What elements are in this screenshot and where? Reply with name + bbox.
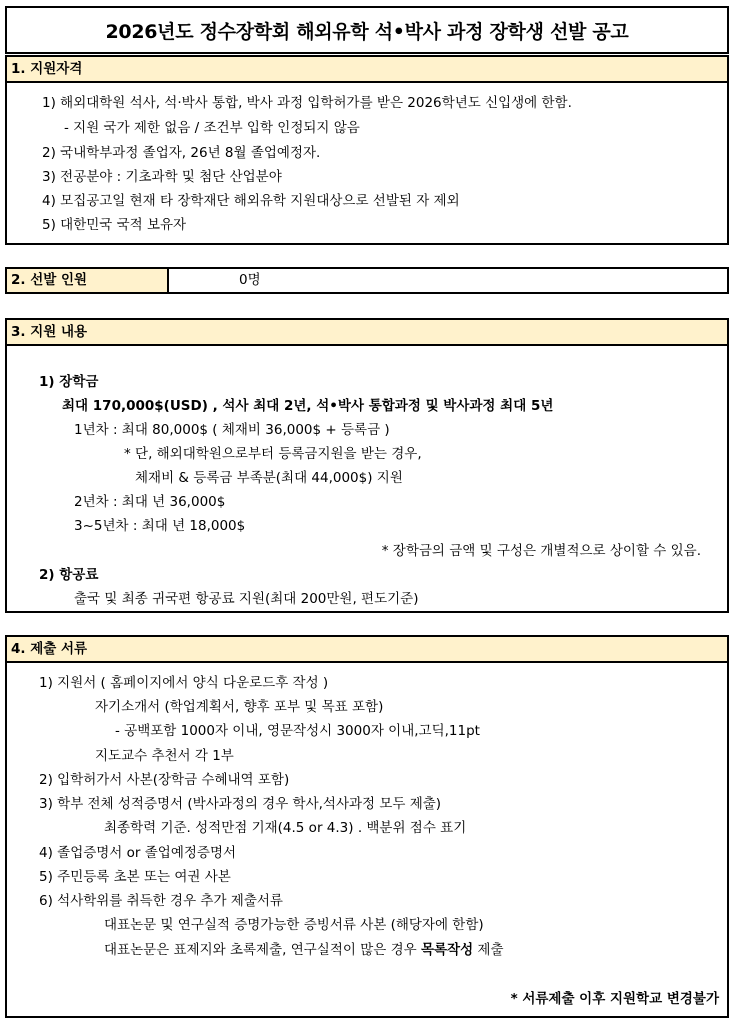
document-item: 3) 학부 전체 성적증명서 (박사과정의 경우 학사,석사과정 모두 제출)	[39, 796, 442, 812]
document-item: 6) 석사학위를 취득한 경우 추가 제출서류	[39, 893, 283, 909]
document-item: 2) 입학허가서 사본(장학금 수혜내역 포함)	[39, 772, 290, 788]
airfare-subtitle: 2) 항공료	[39, 567, 99, 583]
airfare-text: 출국 및 최종 귀국편 항공료 지원(최대 200만원, 편도기준)	[74, 591, 419, 607]
section-heading: 1. 지원자격	[7, 57, 727, 83]
thesis-text-end: 제출	[473, 942, 504, 958]
section-selection-count	[5, 267, 729, 294]
section-heading: 4. 제출 서류	[7, 637, 727, 663]
section-eligibility	[5, 55, 729, 245]
page-title: 2026년도 정수장학회 해외유학 석•박사 과정 장학생 선발 공고	[105, 20, 629, 43]
section-support	[5, 318, 729, 613]
year3-line: 3~5년차 : 최대 년 18,000$	[74, 518, 246, 534]
eligibility-line: - 지원 국가 제한 없음 / 조건부 입학 인정되지 않음	[64, 120, 360, 136]
thesis-bold-text: 목록작성	[420, 942, 474, 958]
scholarship-subtitle: 1) 장학금	[39, 374, 99, 390]
year2-line: 2년차 : 최대 년 36,000$	[74, 494, 226, 510]
scholarship-summary: 최대 170,000$(USD) , 석사 최대 2년, 석•박사 통합과정 및 박사과정 최대 5년	[62, 398, 554, 414]
eligibility-line: 4) 모집공고일 현재 타 장학재단 해외유학 지원대상으로 선발된 자 제외	[42, 193, 460, 209]
document-item: 1) 지원서 ( 홈페이지에서 양식 다운로드후 작성 )	[39, 675, 329, 691]
year1-line: 1년차 : 최대 80,000$ ( 체재비 36,000$ + 등록금 )	[74, 422, 390, 438]
document-subitem: 자기소개서 (학업계획서, 향후 포부 및 목표 포함)	[95, 699, 384, 715]
eligibility-line: 2) 국내학부과정 졸업자, 26년 8월 졸업예정자.	[42, 145, 321, 161]
scholarship-remark: * 장학금의 금액 및 구성은 개별적으로 상이할 수 있음.	[381, 543, 701, 559]
document-subitem: 대표논문 및 연구실적 증명가능한 증빙서류 사본 (해당자에 한함)	[104, 917, 484, 933]
thesis-text: 대표논문은 표제지와 초록제출, 연구실적이 많은 경우	[104, 942, 421, 958]
tuition-note-detail: 체재비 & 등록금 부족분(최대 44,000$) 지원	[135, 470, 403, 486]
tuition-note: * 단, 해외대학원으로부터 등록금지원을 받는 경우,	[124, 446, 422, 462]
document-subitem: 최종학력 기준. 성적만점 기재(4.5 or 4.3) . 백분위 점수 표기	[104, 820, 467, 836]
section-documents	[5, 635, 729, 1018]
section-heading: 2. 선발 인원	[7, 269, 169, 292]
document-subitem: - 공백포함 1000자 이내, 영문작성시 3000자 이내,고딕,11pt	[115, 723, 480, 739]
section-heading: 3. 지원 내용	[7, 320, 727, 346]
title-box	[5, 6, 729, 54]
eligibility-line: 1) 해외대학원 석사, 석·박사 통합, 박사 과정 입학허가를 받은 2026학년도 신입생에 한함.	[42, 95, 572, 111]
eligibility-line: 3) 전공분야 : 기초과학 및 첨단 산업분야	[42, 169, 282, 185]
submission-footer-note: * 서류제출 이후 지원학교 변경불가	[510, 991, 719, 1007]
document-item: 5) 주민등록 초본 또는 여권 사본	[39, 869, 231, 885]
eligibility-line: 5) 대한민국 국적 보유자	[42, 217, 187, 233]
document-subitem: 지도교수 추천서 각 1부	[95, 748, 234, 764]
selection-count-value: 0명	[239, 272, 261, 288]
document-item: 4) 졸업증명서 or 졸업예정증명서	[39, 845, 237, 861]
document-subitem	[104, 941, 504, 959]
